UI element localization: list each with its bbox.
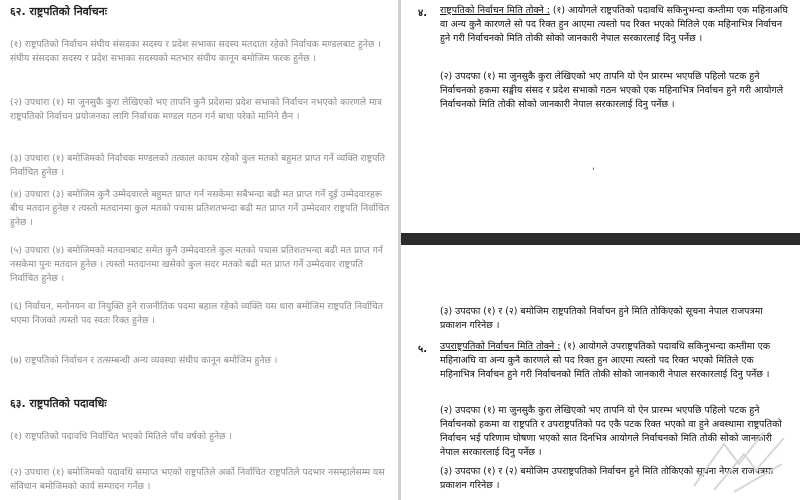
section-4-clause-3: (३) उपदफा (१) र (२) बमोजिम राष्ट्रपतिको निर्वाचन हुने मिति तोकिएको सूचना नेपाल राजपत्रमा प्रकाशन गरिनेछ । (440, 306, 763, 331)
article-63-heading: ६३. राष्ट्रपतिको पदावधिः (10, 397, 107, 410)
section-5-number: ५. (418, 344, 427, 355)
article-62-clause-7: (७) राष्ट्रपतिको निर्वाचन र तत्सम्बन्धी अन्य व्यवस्था संघीय कानून बमोजिम हुनेछ । (10, 355, 278, 366)
section-4-clause-2: (२) उपदफा (१) मा जुनसुकै कुरा लेखिएको भए तापनि यो ऐन प्रारम्भ भएपछि पहिलो पटक हुने निर्वाचनको हकमा सङ्घीय संसद र प्रदेश सभाको गठन भएको एक महिनाभित्र निर्वाचन हुने गरी आयोगले निर्वाचनको मिति तोकी सोको जानकारी नेपाल सरकारलाई दिनु पर्नेछ । (440, 71, 784, 110)
left-document-page (0, 0, 398, 500)
article-62-clause-2: (२) उपधारा (१) मा जुनसुकै कुरा लेखिएको भए तापनि कुनै प्रदेशमा प्रदेश सभाको निर्वाचन नभएको कारणले मात्र राष्ट्रपतिको निर्वाचन प्रयोजनका लागि निर्वाचक मण्डल गठन गर्न बाधा परेको मानिने छैन । (10, 97, 382, 122)
article-63-clause-1: (१) राष्ट्रपतिको पदावधि निर्वाचित भएको मितिले पाँच वर्षको हुनेछ । (10, 431, 232, 442)
section-5-clause-1-text: (१) आयोगले उपराष्ट्रपतिको पदावधि सकिनुभन्दा कम्तीमा एक महिनाअघि वा अन्य कुनै कारणले सो पद रिक्त हुन आएमा त्यस्तो पद रिक्त भएको मितिले एक महिनाभित्र निर्वाचन हुने गरी निर्वाचनको मिति तोकी सोको जानकारी नेपाल सरकारलाई दिनु पर्नेछ । (440, 341, 771, 380)
article-62-clause-5: (५) उपधारा (४) बमोजिमको मतदानबाट समेत कुनै उम्मेदवारले कुल मतको पचास प्रतिशतभन्दा बढी मत प्राप्त गर्न नसकेमा पुनः मतदान हुनेछ । त्यस्तो मतदानमा खसेको कुल सदर मतको बढी मत प्राप्त गर्ने उम्मेदवार राष्ट्रपति निर्वाचित हुनेछ । (10, 245, 383, 284)
article-62-clause-3: (३) उपधारा (१) बमोजिमको निर्वाचक मण्डलको तत्काल कायम रहेको कुल मतको बहुमत प्राप्त गर्ने व्यक्ति राष्ट्रपति निर्वाचित हुनेछ । (10, 153, 385, 178)
page-divider (398, 0, 401, 500)
section-5-title: उपराष्ट्रपतिको निर्वाचन मिति तोक्ने : (440, 341, 561, 352)
article-62-clause-4: (४) उपधारा (३) बमोजिम कुनै उम्मेदवारले बहुमत प्राप्त गर्न नसकेमा सबैभन्दा बढी मत प्राप्त गर्ने दुई उम्मेदवारहरू बीच मतदान हुनेछ र त्यस्तो मतदानमा कुल मतको पचास प्रतिशतभन्दा बढी मत प्राप्त गर्ने उम्मेदवार राष्ट्रपति निर्वाचित हुनेछ । (10, 189, 390, 228)
article-63-clause-2: (२) उपधारा (१) बमोजिमको पदावधि समाप्त भएको राष्ट्रपतिले अर्को निर्वाचित राष्ट्रपतिले पदभार नसम्हालेसम्म यस संविधान बमोजिमको कार्य सम्पादन गर्नेछ । (10, 467, 385, 492)
section-5-clause-3: (३) उपदफा (१) र (२) बमोजिम उपराष्ट्रपतिको निर्वाचन हुने मिति तोकिएको सूचना नेपाल राजपत्रमा प्रकाशन गरिनेछ । (440, 466, 774, 491)
watermark-stamp-icon (684, 424, 794, 494)
section-5-clause-1 (440, 340, 788, 382)
section-5-clause-2: (२) उपदफा (१) मा जुनसुकै कुरा लेखिएको भए तापनि यो ऐन प्रारम्भ भएपछि पहिलो पटक हुने निर्वाचनको हकमा वा राष्ट्रपति र उपराष्ट्रपतिको पद एकै पटक रिक्त भएको वा हुने अवस्थामा राष्ट्रपतिको निर्वाचन भई परिणाम घोषणा भएको सात दिनभित्र आयोगले निर्वाचनको मिति तोकी सोको जानकारी नेपाल सरकारलाई दिनु पर्नेछ । (440, 405, 782, 458)
stray-mark: , (592, 161, 595, 172)
article-62-clause-6: (६) निर्वाचन, मनोनयन वा नियुक्ति हुने राजनीतिक पदमा बहाल रहेको व्यक्ति यस धारा बमोजिम राष्ट्रपति निर्वाचित भएमा निजको त्यस्तो पद स्वतः रिक्त हुनेछ । (10, 301, 384, 326)
section-4-number: ४. (418, 8, 427, 19)
section-4-clause-1 (440, 4, 788, 46)
article-62-heading: ६२. राष्ट्रपतिको निर्वाचनः (10, 5, 107, 18)
section-4-clause-1-text: (१) आयोगले राष्ट्रपतिको पदावधि सकिनुभन्दा कम्तीमा एक महिनाअघि वा अन्य कुनै कारणले सो पद रिक्त हुन आएमा त्यस्तो पद रिक्त भएको मितिले एक महिनाभित्र निर्वाचन हुने गरी निर्वाचनको मिति तोकी सोको जानकारी नेपाल सरकारलाई दिनु पर्नेछ । (440, 5, 788, 44)
page-separator-band (401, 233, 800, 245)
section-4-title: राष्ट्रपतिको निर्वाचन मिति तोक्ने : (440, 5, 550, 16)
article-62-clause-1: (१) राष्ट्रपतिको निर्वाचन संघीय संसदका सदस्य र प्रदेश सभाका सदस्य मतदाता रहेको निर्वाचक मण्डलबाट हुनेछ । संघीय संसदका सदस्य र प्रदेश सभाका सदस्यको मतभार संघीय कानून बमोजिम फरक हुनेछ । (10, 39, 381, 64)
